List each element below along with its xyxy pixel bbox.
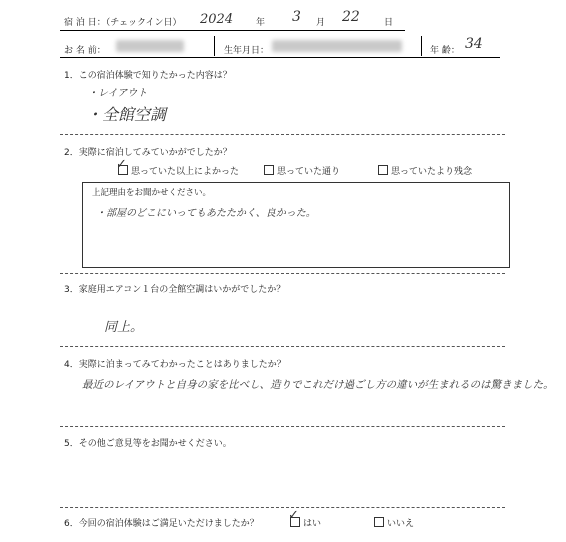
q2-reason-answer: ・部屋のどこにいってもあたたかく、良かった。 — [96, 208, 316, 219]
q2-option-2-checkbox[interactable] — [264, 165, 274, 175]
section-divider — [60, 273, 505, 274]
q3-answer: 同上。 — [104, 320, 144, 335]
q2-option-1-label: 思っていた以上によかった — [131, 167, 240, 177]
q4-question: 4．実際に泊まってみてわかったことはありましたか？ — [64, 360, 286, 370]
year-value: 2024 — [200, 12, 234, 27]
q2-option-2-label: 思っていた通り — [277, 167, 341, 177]
stay-date-label: 宿 泊 日：（チェックイン日） — [64, 18, 182, 28]
q1-answer-2: ・全館空調 — [86, 105, 167, 124]
age-value: 34 — [465, 36, 483, 52]
q2-reason-label: 上記理由をお聞かせください。 — [92, 188, 212, 198]
age-label: 年 齢： — [430, 46, 460, 56]
q5-question: 5．その他ご意見等をお聞かせください。 — [64, 439, 232, 449]
q2-option-3-label: 思っていたより残念 — [391, 167, 473, 177]
birthdate-label: 生年月日： — [224, 46, 270, 56]
q3-question: 3．家庭用エアコン１台の全館空調はいかがでしたか？ — [64, 285, 286, 295]
section-divider — [60, 507, 505, 508]
q6-yes-label: はい — [303, 519, 322, 529]
checkmark-icon: ✓ — [116, 157, 127, 172]
section-divider — [60, 134, 505, 135]
day-label: 日 — [384, 18, 394, 28]
month-label: 月 — [316, 18, 326, 28]
q2-option-3-checkbox[interactable] — [378, 165, 388, 175]
stay-date-underline — [60, 30, 405, 31]
q6-question: 6．今回の宿泊体験はご満足いただけましたか？ — [64, 519, 259, 529]
month-value: 3 — [292, 9, 301, 25]
checkmark-icon: ✓ — [288, 508, 299, 523]
day-value: 22 — [342, 9, 360, 25]
q6-no-label: いいえ — [387, 519, 415, 529]
q6-no-checkbox[interactable] — [374, 517, 384, 527]
q2-question: 2．実際に宿泊してみていかがでしたか？ — [64, 148, 232, 158]
header-divider — [214, 36, 215, 56]
name-label: お 名 前： — [64, 46, 106, 56]
q4-answer: 最近のレイアウトと自身の家を比べし、造りでこれだけ過ごし方の違いが生まれるのは驚きました。 — [82, 379, 554, 391]
section-divider — [60, 346, 505, 347]
section-divider — [60, 426, 505, 427]
redacted-name — [116, 40, 184, 52]
name-row-underline — [60, 57, 500, 58]
header-divider — [421, 36, 422, 56]
q1-question: 1．この宿泊体験で知りたかった内容は？ — [64, 71, 232, 81]
redacted-birthdate — [272, 40, 402, 52]
q1-answer-1: ・レイアウト — [88, 88, 148, 99]
year-label: 年 — [256, 18, 266, 28]
